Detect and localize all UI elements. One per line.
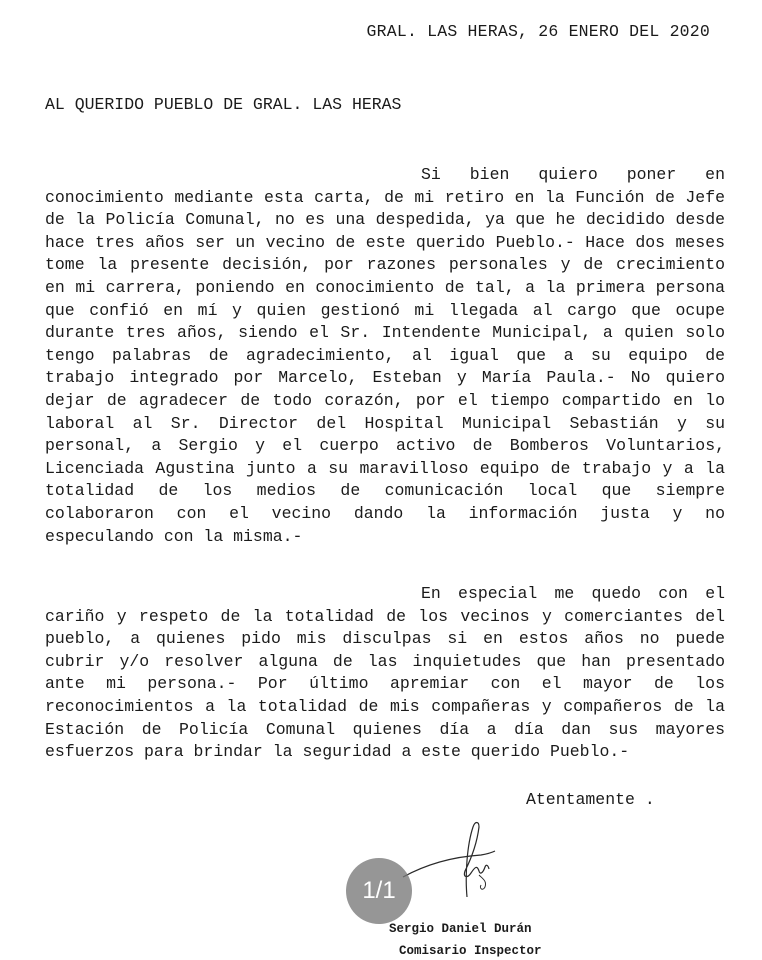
letter-salutation: AL QUERIDO PUEBLO DE GRAL. LAS HERAS — [45, 95, 402, 114]
letter-closing: Atentamente . — [526, 790, 655, 809]
signer-title: Comisario Inspector — [399, 944, 542, 958]
page-counter-badge: 1/1 — [346, 858, 412, 924]
letter-paragraph-2 — [45, 583, 725, 764]
letter-date: GRAL. LAS HERAS, 26 ENERO DEL 2020 — [366, 22, 710, 41]
paragraph-1-text: Si bien quiero poner en conocimiento mediante esta carta, de mi retiro en la Función de Jefe de la Policía Comunal, no es una despedida, ya que he decidido desde hace tres años ser un vecino de este querido Pueblo.- Hace dos meses tome la presente decisión, por razones personales y de crecimiento en mi carrera, poniendo en conocimiento de tal, a la primera persona que confió en mí y quien gestionó mi llegada al cargo que ocupe durante tres años, siendo el Sr. Intendente Municipal, a quien solo tengo palabras de agradecimiento, al igual que a su equipo de trabajo integrado por Marcelo, Esteban y María Paula.- No quiero dejar de agradecer de todo corazón, por el tiempo compartido en lo laboral al Sr. Director del Hospital Municipal Sebastián y su personal, a Sergio y el cuerpo activo de Bomberos Voluntarios, Licenciada Agustina junto a su maravilloso equipo de trabajo y a la totalidad de los medios de comunicación local que siempre colaboraron con el vecino dando la información justa y no especulando con la misma.- — [45, 165, 725, 546]
signer-name: Sergio Daniel Durán — [389, 922, 532, 936]
letter-paragraph-1 — [45, 164, 725, 548]
paragraph-2-text: En especial me quedo con el cariño y respeto de la totalidad de los vecinos y comerciantes del pueblo, a quienes pido mis disculpas si en estos años no puede cubrir y/o resolver alguna de las inquietudes que han presentado ante mi persona.- Por último apremiar con el mayor de los reconocimientos a la totalidad de mis compañeras y compañeros de la Estación de Policía Comunal quienes día a día dan sus mayores esfuerzos para brindar la seguridad a este querido Pueblo.- — [45, 584, 725, 762]
